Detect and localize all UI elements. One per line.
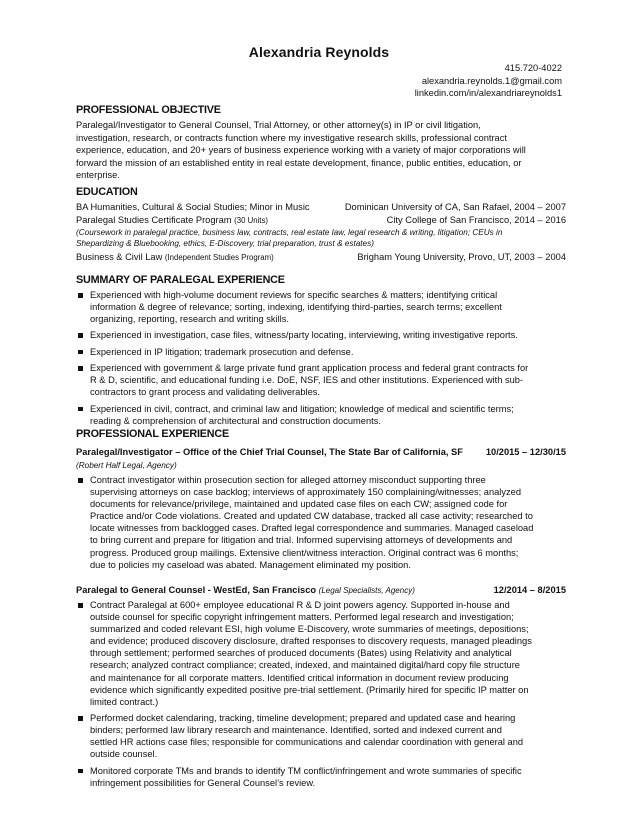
- bullet-line: Experienced with high-volume document reviews for specific searches & matters; identifying critical: [90, 290, 498, 300]
- bullet-line: through settlement; performed searches of produced documents (Bates) using Relativity and analytical: [90, 648, 512, 659]
- bullet-line: contractors to grant process and validating deliverables.: [90, 387, 320, 398]
- degree-note: (30 Units): [234, 216, 268, 225]
- coursework: [76, 227, 566, 249]
- bullet-line: organizing, reporting, research and writing skills.: [90, 314, 289, 325]
- summary-list: [76, 289, 566, 431]
- objective-text: [76, 119, 566, 182]
- bullet-line: progress. Produced group mailings. Extensive client/witness interaction. Original contract was 6 months;: [90, 547, 519, 558]
- list-item: [76, 474, 566, 571]
- bullet-line: Practice and/or Code violations. Created and updated CW database, tracked all case activity; researched to: [90, 511, 533, 522]
- bullet-line: Contract investigator within prosecution section for alleged attorney misconduct supporting three: [90, 475, 486, 485]
- bullet-line: Experienced with government & large private fund grant application process and federal grant contracts for: [90, 363, 529, 374]
- education-item: [76, 214, 566, 228]
- bullet-line: binders; performed law library research and maintenance. Identified, sorted and indexed current and: [90, 725, 502, 736]
- school: City College of San Francisco, 2014 – 2016: [386, 215, 566, 225]
- job-bullets: [76, 474, 566, 575]
- list-item: [76, 289, 566, 325]
- job-dates: 10/2015 – 12/30/15: [485, 447, 566, 457]
- bullet-line: R & D, scientific, and educational funding i.e. DoE, NSF, IES and other institutions. Experienced with sub-: [90, 375, 524, 386]
- job-agency: (Legal Specialists, Agency): [318, 586, 415, 595]
- list-item: [76, 765, 566, 789]
- list-item: [76, 599, 566, 708]
- candidate-name: Alexandria Reynolds: [248, 44, 390, 60]
- bullet-line: information & degree of relevance; sorting, indexing, identifying third-parties, search terms; excellent: [90, 302, 502, 313]
- list-item: [76, 329, 566, 341]
- objective-heading: PROFESSIONAL OBJECTIVE: [76, 104, 221, 116]
- objective-line: investigation, research, or contracts function where my investigative research skills, professional contract: [76, 132, 507, 143]
- job-title-row: [76, 584, 566, 598]
- degree-note: (Independent Studies Program): [164, 253, 274, 262]
- job-title-row: [76, 446, 566, 459]
- contact-block: [415, 62, 562, 100]
- bullet-line: infringement possibilities for General Counsel’s review.: [90, 777, 316, 788]
- objective-line: Paralegal/Investigator to General Counsel, Trial Attorney, or other attorney(s) in IP or civil litigation,: [76, 120, 481, 130]
- bullet-line: settled HR actions case files; responsible for communications and calendar coordination with general and: [90, 737, 524, 748]
- education-heading: EDUCATION: [76, 186, 138, 198]
- list-item: [76, 403, 566, 427]
- bullet-line: reading & comprehension of architectural and construction documents.: [90, 415, 381, 426]
- degree: BA Humanities, Cultural & Social Studies; Minor in Music: [76, 202, 310, 212]
- summary-heading: SUMMARY OF PARALEGAL EXPERIENCE: [76, 274, 285, 286]
- list-item: [76, 362, 566, 398]
- degree: Business & Civil Law: [76, 252, 163, 262]
- list-item: [76, 712, 566, 760]
- experience-heading: PROFESSIONAL EXPERIENCE: [76, 428, 229, 440]
- objective-line: experience, education, and 20+ years of business experience working with a variety of major corporations will: [76, 145, 526, 156]
- school: Dominican University of CA, San Rafael, 2004 – 2007: [344, 202, 566, 212]
- objective-line: forward the mission of an established entity in real estate development, finance, public entities, education, or: [76, 157, 522, 168]
- objective-line: enterprise.: [76, 170, 120, 181]
- education-item: [76, 201, 566, 214]
- degree: Paralegal Studies Certificate Program: [76, 215, 232, 225]
- email: alexandria.reynolds.1@gmail.com: [421, 75, 562, 86]
- linkedin: linkedin.com/in/alexandriareynolds1: [414, 88, 562, 98]
- bullet-line: limited contract.): [90, 696, 159, 707]
- bullet-line: outside counsel for specific copyright infringement matters. Performed legal research and investigation;: [90, 612, 514, 623]
- job-title: Paralegal to General Counsel - WestEd, San Francisco: [76, 585, 317, 595]
- education-item: [76, 251, 566, 265]
- bullet-line: and evidence; produced discovery disclosure, drafted responses to discovery requests, managed pleadings: [90, 636, 532, 647]
- bullet-line: Performed docket calendaring, tracking, timeline development; prepared and updated case and hearing: [90, 713, 516, 724]
- bullet-line: supervising attorneys on case backlog; interviews of approximately 150 complaining/witnesses; analyzed: [90, 487, 521, 498]
- bullet-line: documents for relevance/privilege, maintained and updated case files on each CW; assigned code for: [90, 499, 508, 510]
- school: Brigham Young University, Provo, UT, 2003 – 2004: [357, 252, 566, 262]
- job-agency: (Robert Half Legal, Agency): [76, 461, 177, 470]
- job-title: Paralegal/Investigator – Office of the Chief Trial Counsel, The State Bar of California, SF: [76, 447, 463, 457]
- bullet-line: research; analyzed contract compliance; created, indexed, and maintained digital/hard copy file structure: [90, 660, 520, 671]
- list-item: [76, 346, 566, 358]
- job-dates: 12/2014 – 8/2015: [493, 585, 566, 595]
- bullet-line: Contract Paralegal at 600+ employee educational R & D joint powers agency. Supported in-house and: [90, 600, 510, 610]
- bullet-line: evidence which significantly expedited positive pre-trial settlement. (Primarily hired for specific IP matter on: [90, 684, 529, 695]
- bullet-line: locate witnesses from backlogged cases. Drafted legal correspondence and summaries. Managed caseload: [90, 523, 534, 534]
- job-bullets: [76, 599, 566, 793]
- bullet-line: to bring current and prepare for litigation and trial. Informed supervising attorneys of developments and: [90, 535, 513, 546]
- bullet-line: and maintenance for all corporate matters. Identified critical information in document review producing: [90, 672, 509, 683]
- bullet-line: due to policies my caseload was abated. Management eliminated my position.: [90, 559, 411, 570]
- phone: 415.720-4022: [504, 63, 562, 73]
- bullet-line: summarized and coded relevant ESI, high volume E-Discovery, wrote summaries of meetings, depositions;: [90, 624, 529, 635]
- bullet-line: Experienced in civil, contract, and criminal law and litigation; knowledge of medical and scientific terms;: [90, 403, 514, 414]
- coursework-line: (Coursework in paralegal practice, business law, contracts, real estate law, legal research & writing, litigation; CEUs in: [76, 228, 503, 237]
- bullet-line: outside counsel.: [90, 749, 158, 760]
- coursework-line: Shepardizing & Bluebooking, ethics, E-Discovery, trial preparation, trust & estates): [76, 239, 374, 249]
- bullet-line: Experienced in IP litigation; trademark prosecution and defense.: [90, 346, 354, 357]
- bullet-line: Monitored corporate TMs and brands to identify TM conflict/infringement and wrote summaries of specific: [90, 765, 522, 776]
- bullet-line: Experienced in investigation, case files, witness/party locating, interviewing, writing investigative reports.: [90, 330, 518, 341]
